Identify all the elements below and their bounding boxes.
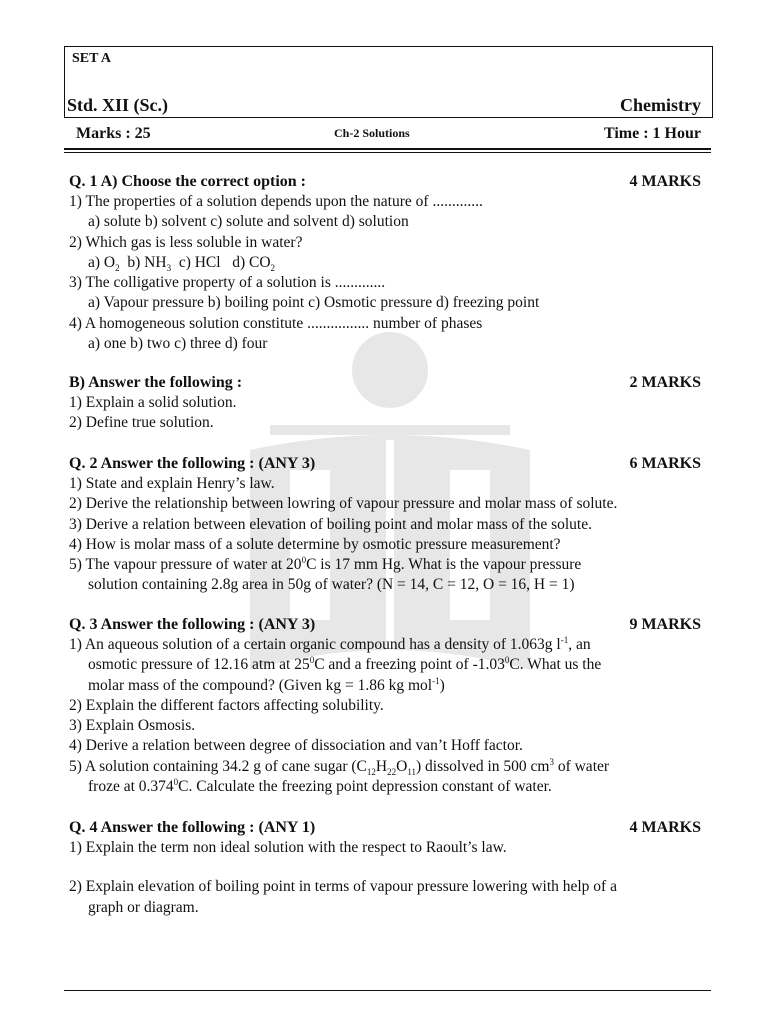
question-text-continued: solution containing 2.8g area in 50g of water? (N = 14, C = 12, O = 16, H = 1) <box>88 576 575 594</box>
question-text: 3) Derive a relation between elevation of boiling point and molar mass of the solute. <box>69 515 592 533</box>
section-marks: 9 MARKS <box>629 616 701 633</box>
question-text: 4) Derive a relation between degree of dissociation and van’t Hoff factor. <box>69 737 523 755</box>
question-text: 2) Derive the relationship between lowring of vapour pressure and molar mass of solute. <box>69 495 618 513</box>
section-marks: 6 MARKS <box>629 455 701 472</box>
q3-section <box>69 615 701 797</box>
question-text: 2) Explain elevation of boiling point in terms of vapour pressure lowering with help of a <box>69 878 617 896</box>
question-options: a) Vapour pressure b) boiling point c) Osmotic pressure d) freezing point <box>88 294 540 312</box>
question-text: 3) Explain Osmosis. <box>69 717 196 735</box>
question-options: a) one b) two c) three d) four <box>88 335 268 353</box>
time-label: Time : 1 Hour <box>603 125 701 142</box>
footer-rule <box>64 990 711 991</box>
section-title: B) Answer the following : <box>69 374 243 391</box>
question-text: 4) A homogeneous solution constitute ................ number of phases <box>69 314 483 332</box>
question-text: 2) Explain the different factors affecting solubility. <box>69 696 384 714</box>
chapter-label: Ch-2 Solutions <box>334 126 410 140</box>
section-marks: 2 MARKS <box>629 374 701 391</box>
total-marks: Marks : 25 <box>76 125 151 142</box>
question-text: 2) Define true solution. <box>69 414 214 432</box>
section-marks: 4 MARKS <box>629 819 701 836</box>
section-title: Q. 2 Answer the following : (ANY 3) <box>69 455 316 472</box>
set-label: SET A <box>72 51 112 66</box>
section-title: Q. 4 Answer the following : (ANY 1) <box>69 819 316 836</box>
question-text: 2) Which gas is less soluble in water? <box>69 233 303 251</box>
question-text-continued: osmotic pressure of 12.16 atm at $25^0C$ and a freezing point of -1.03$^0$C. What us the <box>88 655 602 674</box>
section-marks: 4 MARKS <box>629 173 701 190</box>
question-text: 1) Explain the term non ideal solution with the respect to Raoult’s law. <box>69 839 507 856</box>
section-title: Q. 1 A) Choose the correct option : <box>69 173 306 190</box>
question-text-continued: molar mass of the compound? (Given kg = 1.86 kg mol$^{-1}$) <box>88 675 445 694</box>
question-text: 5) A solution containing 34.2 g of cane sugar $(C_{12}H_{22}O_{11})$ dissolved in 500 $cm^3$ of water <box>69 756 610 777</box>
q1a-section <box>69 172 701 354</box>
question-text: 1) Explain a solid solution. <box>69 394 237 411</box>
question-options: a) $O_2$ b) $NH_3$ c) HCl d) $CO_2$ <box>88 253 276 273</box>
header-rule-bottom <box>64 152 711 153</box>
q4-section <box>69 818 701 918</box>
question-text-continued: froze at 0.374$^0$C. Calculate the freezing point depression constant of water. <box>88 776 552 796</box>
question-text: 4) How is molar mass of a solute determine by osmotic pressure measurement? <box>69 535 561 553</box>
question-text-continued: graph or diagram. <box>88 898 199 916</box>
question-text: 1) State and explain Henry’s law. <box>69 475 275 492</box>
q1b-section <box>69 373 701 434</box>
question-text: 5) The vapour pressure of water at $20^0C$ is 17 mm Hg. What is the vapour pressure <box>69 555 582 574</box>
standard-label: Std. XII (Sc.) <box>67 95 169 115</box>
subject-label: Chemistry <box>620 95 701 115</box>
question-text: 3) The colligative property of a solution is ............. <box>69 274 386 292</box>
q2-section <box>69 454 701 596</box>
question-text: 1) The properties of a solution depends upon the nature of ............. <box>69 193 483 210</box>
question-options: a) solute b) solvent c) solute and solvent d) solution <box>88 213 409 231</box>
question-text: 1) An aqueous solution of a certain organic compound has a density of 1.063g $l^{-1}$, an <box>69 634 591 653</box>
header-rule-top <box>64 148 711 150</box>
section-title: Q. 3 Answer the following : (ANY 3) <box>69 616 316 633</box>
